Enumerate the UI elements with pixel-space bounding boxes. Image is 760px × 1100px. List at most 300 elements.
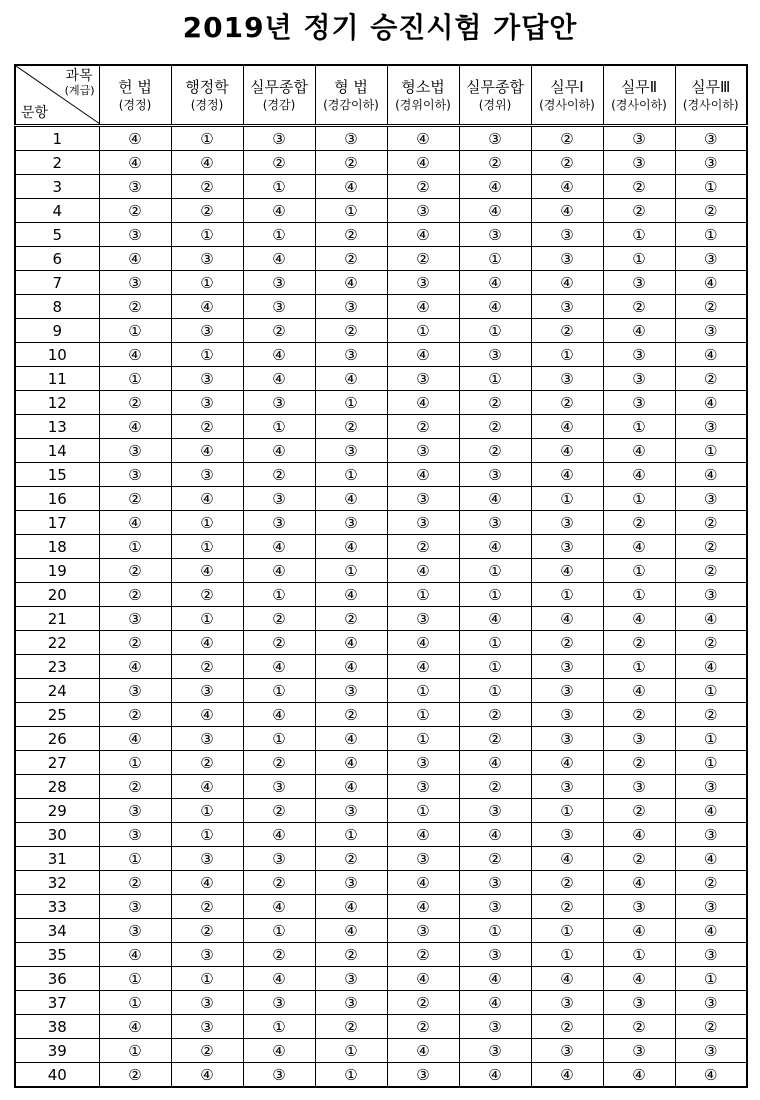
answer-cell: ① [531,919,603,943]
answer-cell: ④ [99,126,171,151]
answer-cell: ① [99,847,171,871]
question-number: 22 [15,631,99,655]
answer-cell: ① [99,535,171,559]
answer-cell: ④ [603,823,675,847]
answer-cell: ② [243,463,315,487]
answer-cell: ③ [171,679,243,703]
subject-name: 행정학 [185,78,229,96]
answer-cell: ④ [531,847,603,871]
answer-cell: ① [603,583,675,607]
answer-cell: ④ [171,439,243,463]
subject-rank: (경위이하) [395,98,451,112]
answer-cell: ② [315,607,387,631]
answer-cell: ③ [171,367,243,391]
answer-cell: ④ [243,823,315,847]
table-row [15,367,747,391]
table-row [15,151,747,175]
table-row [15,631,747,655]
answer-cell: ① [603,487,675,511]
answer-cell: ③ [387,775,459,799]
subject-header [675,65,747,126]
answer-cell: ④ [243,343,315,367]
table-row [15,871,747,895]
answer-cell: ④ [315,919,387,943]
question-number: 20 [15,583,99,607]
answer-cell: ④ [603,463,675,487]
answer-cell: ③ [675,775,747,799]
answer-cell: ③ [171,727,243,751]
answer-cell: ③ [675,126,747,151]
answer-cell: ② [387,943,459,967]
answer-cell: ② [99,559,171,583]
answer-cell: ② [603,175,675,199]
answer-cell: ④ [99,343,171,367]
answer-cell: ④ [171,871,243,895]
question-number: 39 [15,1039,99,1063]
answer-cell: ③ [459,343,531,367]
answer-cell: ① [675,439,747,463]
answer-cell: ② [171,175,243,199]
answer-cell: ③ [243,126,315,151]
answer-cell: ④ [243,703,315,727]
answer-cell: ④ [387,343,459,367]
answer-cell: ① [459,367,531,391]
subject-rank: (경위) [478,98,512,112]
answer-cell: ③ [459,895,531,919]
subject-name: 헌 법 [118,78,152,96]
answer-cell: ④ [387,967,459,991]
answer-cell: ② [675,511,747,535]
table-row [15,223,747,247]
answer-cell: ④ [387,151,459,175]
answer-cell: ③ [603,1039,675,1063]
answer-cell: ③ [99,919,171,943]
table-row [15,1015,747,1039]
answer-cell: ④ [243,895,315,919]
answer-cell: ④ [603,439,675,463]
answer-cell: ② [675,295,747,319]
answer-cell: ① [603,655,675,679]
subject-rank: (경정) [190,98,224,112]
subject-header [387,65,459,126]
answer-cell: ① [531,583,603,607]
table-row [15,511,747,535]
table-row [15,727,747,751]
answer-cell: ③ [603,775,675,799]
answer-cell: ① [99,967,171,991]
answer-body [15,126,747,1088]
table-row [15,559,747,583]
answer-cell: ② [243,607,315,631]
answer-cell: ② [243,871,315,895]
answer-cell: ② [603,511,675,535]
answer-cell: ② [675,367,747,391]
answer-cell: ① [459,631,531,655]
answer-cell: ③ [243,1063,315,1088]
answer-cell: ④ [459,991,531,1015]
answer-cell: ④ [315,775,387,799]
answer-cell: ② [531,631,603,655]
answer-cell: ② [243,751,315,775]
answer-cell: ③ [315,343,387,367]
answer-cell: ④ [675,391,747,415]
answer-cell: ① [459,559,531,583]
answer-cell: ② [531,1015,603,1039]
answer-cell: ② [315,247,387,271]
answer-cell: ④ [459,823,531,847]
answer-cell: ④ [603,319,675,343]
answer-cell: ③ [171,247,243,271]
answer-cell: ③ [675,487,747,511]
answer-cell: ④ [243,367,315,391]
question-number: 21 [15,607,99,631]
answer-cell: ③ [99,607,171,631]
answer-cell: ④ [315,895,387,919]
answer-cell: ③ [387,607,459,631]
question-number: 37 [15,991,99,1015]
subject-rank: (경사이하) [682,98,739,112]
subject-rank: (경정) [118,98,152,112]
answer-cell: ③ [243,847,315,871]
question-number: 6 [15,247,99,271]
answer-cell: ③ [531,991,603,1015]
table-row [15,175,747,199]
answer-cell: ② [459,775,531,799]
table-row [15,967,747,991]
answer-cell: ① [99,367,171,391]
answer-cell: ③ [99,175,171,199]
answer-cell: ② [387,535,459,559]
answer-cell: ③ [315,991,387,1015]
answer-cell: ③ [171,463,243,487]
answer-cell: ③ [603,727,675,751]
answer-cell: ② [171,895,243,919]
answer-cell: ① [243,1015,315,1039]
answer-cell: ② [171,655,243,679]
answer-cell: ③ [531,247,603,271]
answer-cell: ③ [99,799,171,823]
answer-cell: ② [315,943,387,967]
answer-cell: ③ [675,991,747,1015]
answer-cell: ② [603,199,675,223]
answer-cell: ③ [531,535,603,559]
answer-cell: ④ [531,199,603,223]
answer-cell: ④ [603,1063,675,1088]
answer-cell: ① [171,799,243,823]
answer-cell: ② [387,1015,459,1039]
answer-cell: ② [387,991,459,1015]
answer-cell: ④ [387,126,459,151]
answer-cell: ④ [675,271,747,295]
table-row [15,463,747,487]
answer-cell: ② [99,871,171,895]
answer-cell: ③ [675,823,747,847]
answer-cell: ① [171,343,243,367]
answer-cell: ④ [459,487,531,511]
answer-cell: ③ [459,871,531,895]
answer-cell: ① [531,799,603,823]
answer-cell: ④ [459,1063,531,1088]
answer-cell: ① [99,1039,171,1063]
subject-name: 실무Ⅱ [620,78,658,96]
answer-cell: ② [459,727,531,751]
answer-cell: ② [99,703,171,727]
answer-cell: ④ [387,463,459,487]
answer-cell: ④ [315,367,387,391]
question-number: 33 [15,895,99,919]
answer-cell: ① [243,727,315,751]
answer-cell: ④ [675,463,747,487]
answer-cell: ③ [459,799,531,823]
answer-cell: ① [243,223,315,247]
answer-cell: ③ [675,943,747,967]
answer-cell: ④ [315,655,387,679]
answer-cell: ① [459,583,531,607]
table-row [15,391,747,415]
question-number: 35 [15,943,99,967]
answer-cell: ③ [675,151,747,175]
answer-cell: ③ [531,679,603,703]
answer-cell: ② [459,439,531,463]
answer-cell: ③ [603,271,675,295]
answer-cell: ③ [315,126,387,151]
answer-cell: ④ [675,919,747,943]
answer-cell: ④ [459,607,531,631]
answer-cell: ④ [387,391,459,415]
answer-cell: ② [315,847,387,871]
answer-cell: ③ [171,319,243,343]
answer-cell: ② [243,943,315,967]
question-number: 23 [15,655,99,679]
answer-cell: ② [99,775,171,799]
answer-cell: ① [243,175,315,199]
answer-cell: ① [675,223,747,247]
answer-cell: ③ [99,895,171,919]
question-number: 17 [15,511,99,535]
answer-cell: ② [603,751,675,775]
answer-cell: ③ [459,511,531,535]
answer-cell: ④ [531,463,603,487]
answer-cell: ③ [531,655,603,679]
answer-cell: ④ [243,247,315,271]
answer-cell: ④ [459,271,531,295]
answer-cell: ③ [675,583,747,607]
answer-cell: ② [459,151,531,175]
answer-cell: ② [99,1063,171,1088]
table-row [15,319,747,343]
answer-cell: ① [531,343,603,367]
answer-cell: ② [99,295,171,319]
answer-cell: ④ [459,751,531,775]
answer-cell: ③ [603,367,675,391]
answer-cell: ③ [315,295,387,319]
answer-cell: ② [459,703,531,727]
answer-cell: ① [531,943,603,967]
answer-cell: ② [531,391,603,415]
answer-cell: ② [459,847,531,871]
answer-cell: ① [603,943,675,967]
answer-cell: ④ [459,175,531,199]
answer-cell: ④ [315,751,387,775]
answer-cell: ① [171,223,243,247]
question-number: 9 [15,319,99,343]
question-number: 31 [15,847,99,871]
answer-cell: ② [243,631,315,655]
question-number: 24 [15,679,99,703]
answer-cell: ③ [531,703,603,727]
answer-cell: ③ [315,679,387,703]
table-row [15,703,747,727]
answer-cell: ① [675,967,747,991]
page-title: 2019년 정기 승진시험 가답안 [182,11,578,44]
answer-cell: ② [315,319,387,343]
answer-cell: ④ [315,175,387,199]
subject-rank: (경감이하) [323,98,379,112]
table-row [15,895,747,919]
answer-cell: ③ [459,1015,531,1039]
answer-cell: ④ [171,775,243,799]
answer-cell: ④ [531,175,603,199]
answer-cell: ③ [531,223,603,247]
table-row [15,247,747,271]
answer-cell: ② [675,631,747,655]
answer-cell: ④ [387,295,459,319]
answer-cell: ① [315,1063,387,1088]
answer-cell: ② [315,415,387,439]
answer-cell: ③ [99,679,171,703]
answer-cell: ③ [459,223,531,247]
question-number: 34 [15,919,99,943]
answer-cell: ③ [171,847,243,871]
question-number: 40 [15,1063,99,1088]
answer-cell: ③ [531,775,603,799]
answer-cell: ④ [531,967,603,991]
answer-cell: ④ [531,271,603,295]
answer-cell: ② [675,1015,747,1039]
answer-cell: ④ [99,943,171,967]
answer-cell: ② [171,415,243,439]
table-row [15,751,747,775]
answer-cell: ③ [387,751,459,775]
answer-cell: ④ [387,223,459,247]
answer-cell: ② [459,415,531,439]
answer-cell: ① [603,559,675,583]
answer-cell: ④ [387,1039,459,1063]
answer-cell: ④ [459,535,531,559]
question-number: 1 [15,126,99,151]
table-row [15,655,747,679]
corner-cell [15,65,99,126]
answer-cell: ③ [387,271,459,295]
answer-cell: ② [315,151,387,175]
answer-cell: ④ [531,1063,603,1088]
table-row [15,199,747,223]
answer-cell: ① [315,391,387,415]
answer-cell: ③ [387,1063,459,1088]
answer-cell: ③ [387,919,459,943]
answer-cell: ① [603,247,675,271]
answer-cell: ① [603,415,675,439]
answer-cell: ② [99,199,171,223]
question-number: 29 [15,799,99,823]
answer-cell: ③ [387,199,459,223]
answer-cell: ② [531,151,603,175]
subject-header [99,65,171,126]
answer-cell: ④ [99,1015,171,1039]
question-number: 14 [15,439,99,463]
answer-cell: ④ [531,607,603,631]
subject-name: 실무Ⅰ [550,78,584,96]
answer-cell: ① [675,751,747,775]
answer-cell: ③ [243,991,315,1015]
answer-cell: ① [459,655,531,679]
answer-cell: ③ [531,727,603,751]
subject-rank: (경사이하) [611,98,667,112]
subject-rank: (경감) [262,98,296,112]
answer-cell: ② [171,751,243,775]
answer-cell: ① [315,1039,387,1063]
question-number: 2 [15,151,99,175]
answer-cell: ③ [243,511,315,535]
answer-cell: ③ [387,439,459,463]
answer-cell: ③ [171,943,243,967]
answer-cell: ② [243,799,315,823]
subject-name: 실무Ⅲ [691,78,731,96]
answer-cell: ① [387,727,459,751]
answer-cell: ① [315,199,387,223]
answer-cell: ④ [171,295,243,319]
answer-cell: ① [387,799,459,823]
answer-cell: ③ [603,126,675,151]
answer-cell: ④ [99,151,171,175]
table-row [15,487,747,511]
answer-cell: ① [243,679,315,703]
subject-header [459,65,531,126]
corner-rank-label: (계급) [64,84,95,97]
question-number: 38 [15,1015,99,1039]
answer-cell: ④ [99,727,171,751]
answer-cell: ④ [675,799,747,823]
answer-cell: ③ [531,295,603,319]
answer-cell: ③ [99,223,171,247]
subject-header [171,65,243,126]
answer-cell: ③ [387,487,459,511]
answer-cell: ④ [315,487,387,511]
answer-cell: ④ [171,151,243,175]
answer-cell: ③ [315,439,387,463]
answer-cell: ④ [387,631,459,655]
question-number: 26 [15,727,99,751]
table-row [15,583,747,607]
answer-cell: ④ [459,967,531,991]
answer-cell: ③ [531,511,603,535]
answer-cell: ① [243,919,315,943]
answer-cell: ④ [675,607,747,631]
answer-cell: ③ [675,1039,747,1063]
answer-cell: ④ [243,535,315,559]
answer-cell: ③ [243,775,315,799]
answer-cell: ④ [387,871,459,895]
answer-cell: ② [387,175,459,199]
answer-cell: ④ [675,655,747,679]
answer-cell: ④ [99,655,171,679]
answer-cell: ③ [387,367,459,391]
subject-header [243,65,315,126]
answer-cell: ③ [459,126,531,151]
question-number: 3 [15,175,99,199]
answer-cell: ③ [243,391,315,415]
answer-cell: ③ [315,799,387,823]
